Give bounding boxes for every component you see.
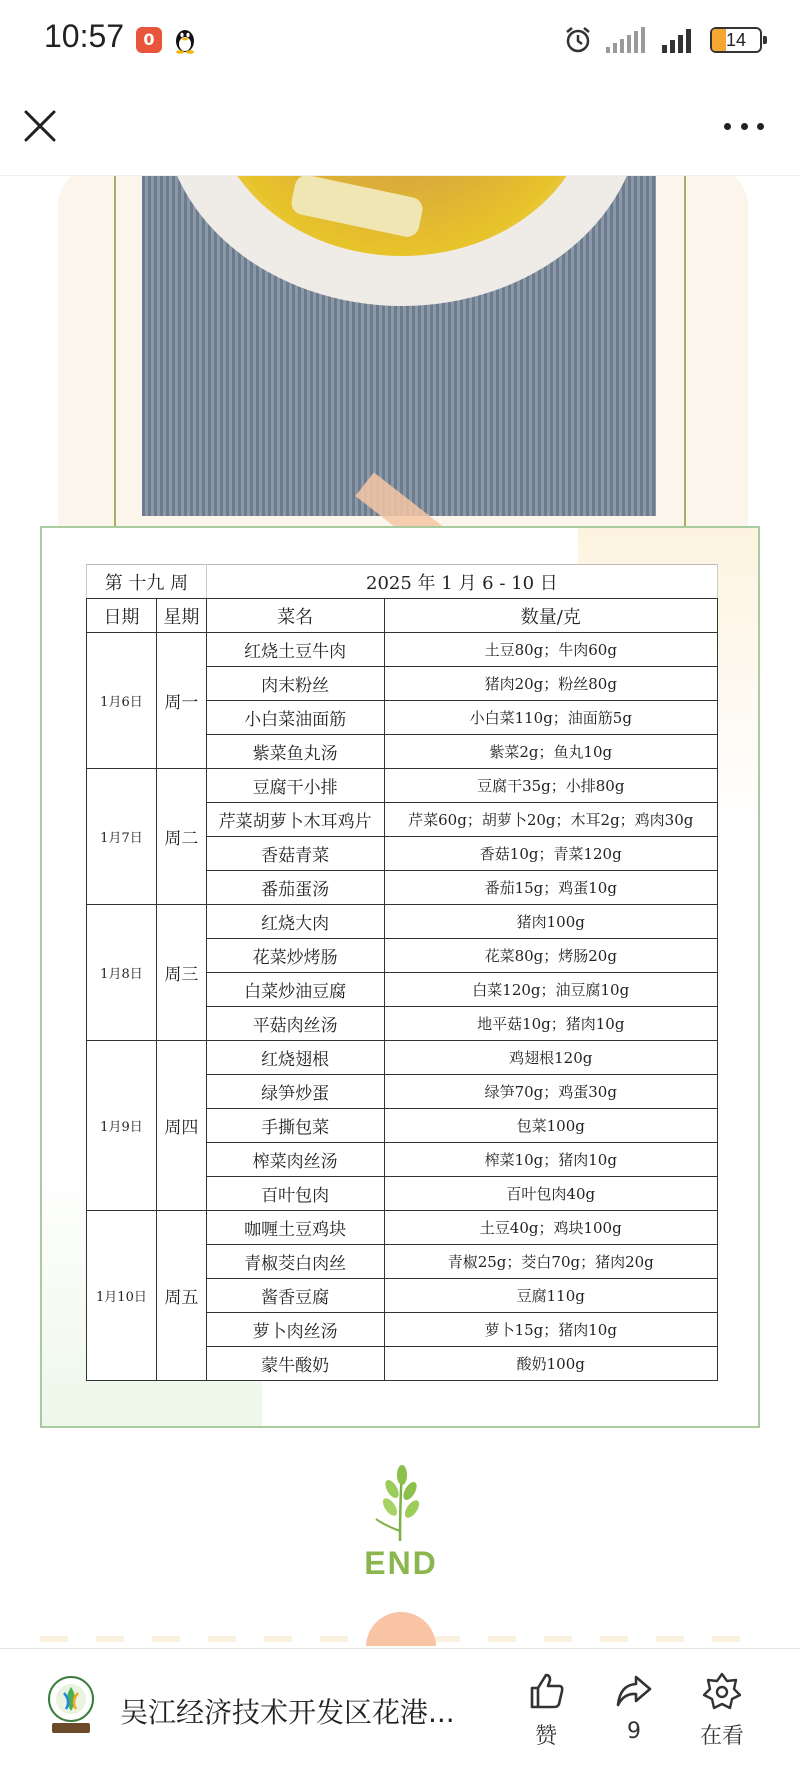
quantity-cell: 小白菜110g；油面筋5g xyxy=(384,701,717,735)
table-row xyxy=(87,1041,718,1075)
status-right-group xyxy=(564,24,762,56)
dish-name-cell: 小白菜油面筋 xyxy=(206,701,384,735)
quantity-cell: 鸡翅根120g xyxy=(384,1041,717,1075)
account-name[interactable]: 吴江经济技术开发区花港... xyxy=(120,1696,455,1729)
quantity-cell: 紫菜2g；鱼丸10g xyxy=(384,735,717,769)
decorative-circle xyxy=(366,1612,436,1646)
date-range: 2025 年 1 月 6 - 10 日 xyxy=(206,565,717,599)
dish-name-cell: 榨菜肉丝汤 xyxy=(206,1143,384,1177)
watching-label: 在看 xyxy=(699,1724,744,1749)
status-bar xyxy=(0,0,800,80)
table-row xyxy=(87,1211,718,1245)
article-content xyxy=(0,176,800,1646)
like-label: 赞 xyxy=(534,1724,557,1749)
end-block xyxy=(320,1461,480,1601)
quantity-cell: 豆腐110g xyxy=(384,1279,717,1313)
quantity-cell: 绿笋70g；鸡蛋30g xyxy=(384,1075,717,1109)
column-header: 星期 xyxy=(156,599,206,633)
status-time: 10:57 xyxy=(44,18,125,54)
dish-name-cell: 花菜炒烤肠 xyxy=(206,939,384,973)
column-header: 菜名 xyxy=(206,599,384,633)
quantity-cell: 香菇10g；青菜120g xyxy=(384,837,717,871)
flower-icon xyxy=(702,1671,742,1711)
weekday-cell: 周一 xyxy=(156,633,206,769)
dish-name-cell: 青椒茭白肉丝 xyxy=(206,1245,384,1279)
menu-header-row xyxy=(87,599,718,633)
battery-icon xyxy=(710,27,762,53)
quantity-cell: 猪肉20g；粉丝80g xyxy=(384,667,717,701)
dish-name-cell: 平菇肉丝汤 xyxy=(206,1007,384,1041)
table-row xyxy=(87,633,718,667)
dish-photo xyxy=(142,176,656,516)
weekday-cell: 周五 xyxy=(156,1211,206,1381)
column-header: 日期 xyxy=(87,599,157,633)
notification-badge-icon: 0 xyxy=(136,27,162,53)
dish-name-cell: 蒙牛酸奶 xyxy=(206,1347,384,1381)
dish-name-cell: 绿笋炒蛋 xyxy=(206,1075,384,1109)
battery-level: 14 xyxy=(725,29,747,50)
dish-name-cell: 咖喱土豆鸡块 xyxy=(206,1211,384,1245)
quantity-cell: 榨菜10g；猪肉10g xyxy=(384,1143,717,1177)
dish-name-cell: 紫菜鱼丸汤 xyxy=(206,735,384,769)
quantity-cell: 猪肉100g xyxy=(384,905,717,939)
dish-name-cell: 红烧土豆牛肉 xyxy=(206,633,384,667)
quantity-cell: 包菜100g xyxy=(384,1109,717,1143)
qq-penguin-icon xyxy=(174,26,196,54)
date-cell: 1月6日 xyxy=(87,633,157,769)
bottom-action-bar xyxy=(0,1648,800,1768)
quantity-cell: 地平菇10g；猪肉10g xyxy=(384,1007,717,1041)
dish-name-cell: 肉末粉丝 xyxy=(206,667,384,701)
quantity-cell: 百叶包肉40g xyxy=(384,1177,717,1211)
end-label: END xyxy=(364,1545,438,1581)
share-arrow-icon xyxy=(614,1671,654,1711)
weekday-cell: 周三 xyxy=(156,905,206,1041)
date-cell: 1月7日 xyxy=(87,769,157,905)
signal-icon xyxy=(606,27,648,53)
quantity-cell: 酸奶100g xyxy=(384,1347,717,1381)
quantity-cell: 土豆40g；鸡块100g xyxy=(384,1211,717,1245)
date-cell: 1月9日 xyxy=(87,1041,157,1211)
dish-name-cell: 豆腐干小排 xyxy=(206,769,384,803)
watching-button[interactable] xyxy=(682,1671,762,1750)
quantity-cell: 青椒25g；茭白70g；猪肉20g xyxy=(384,1245,717,1279)
dish-name-cell: 香菇青菜 xyxy=(206,837,384,871)
quantity-cell: 豆腐干35g；小排80g xyxy=(384,769,717,803)
more-options-button[interactable] xyxy=(724,116,764,136)
date-cell: 1月8日 xyxy=(87,905,157,1041)
date-cell: 1月10日 xyxy=(87,1211,157,1381)
school-logo-icon[interactable] xyxy=(46,1675,96,1737)
menu-title-row xyxy=(87,565,718,599)
quantity-cell: 萝卜15g；猪肉10g xyxy=(384,1313,717,1347)
column-header: 数量/克 xyxy=(384,599,717,633)
quantity-cell: 番茄15g；鸡蛋10g xyxy=(384,871,717,905)
share-count: 9 xyxy=(627,1719,641,1744)
dish-name-cell: 手撕包菜 xyxy=(206,1109,384,1143)
dish-name-cell: 酱香豆腐 xyxy=(206,1279,384,1313)
menu-table xyxy=(86,564,718,1381)
dish-name-cell: 红烧大肉 xyxy=(206,905,384,939)
dish-name-cell: 百叶包肉 xyxy=(206,1177,384,1211)
menu-table-wrapper xyxy=(86,564,718,1381)
dish-name-cell: 芹菜胡萝卜木耳鸡片 xyxy=(206,803,384,837)
wheat-icon xyxy=(370,1461,430,1541)
signal-strength-icon xyxy=(662,27,696,53)
dish-name-cell: 白菜炒油豆腐 xyxy=(206,973,384,1007)
quantity-cell: 白菜120g；油豆腐10g xyxy=(384,973,717,1007)
dish-name-cell: 番茄蛋汤 xyxy=(206,871,384,905)
weekday-cell: 周二 xyxy=(156,769,206,905)
menu-card xyxy=(40,526,760,1428)
like-button[interactable] xyxy=(506,1671,586,1750)
dish-name-cell: 萝卜肉丝汤 xyxy=(206,1313,384,1347)
quantity-cell: 花菜80g；烤肠20g xyxy=(384,939,717,973)
quantity-cell: 土豆80g；牛肉60g xyxy=(384,633,717,667)
dish-name-cell: 红烧翅根 xyxy=(206,1041,384,1075)
thumbs-up-icon xyxy=(526,1671,566,1711)
week-label: 第 十九 周 xyxy=(87,565,207,599)
table-row xyxy=(87,769,718,803)
article-nav-bar xyxy=(0,80,800,176)
quantity-cell: 芹菜60g；胡萝卜20g；木耳2g；鸡肉30g xyxy=(384,803,717,837)
share-button[interactable] xyxy=(594,1671,674,1744)
table-row xyxy=(87,905,718,939)
close-icon[interactable] xyxy=(22,108,58,144)
weekday-cell: 周四 xyxy=(156,1041,206,1211)
alarm-icon xyxy=(564,26,592,54)
